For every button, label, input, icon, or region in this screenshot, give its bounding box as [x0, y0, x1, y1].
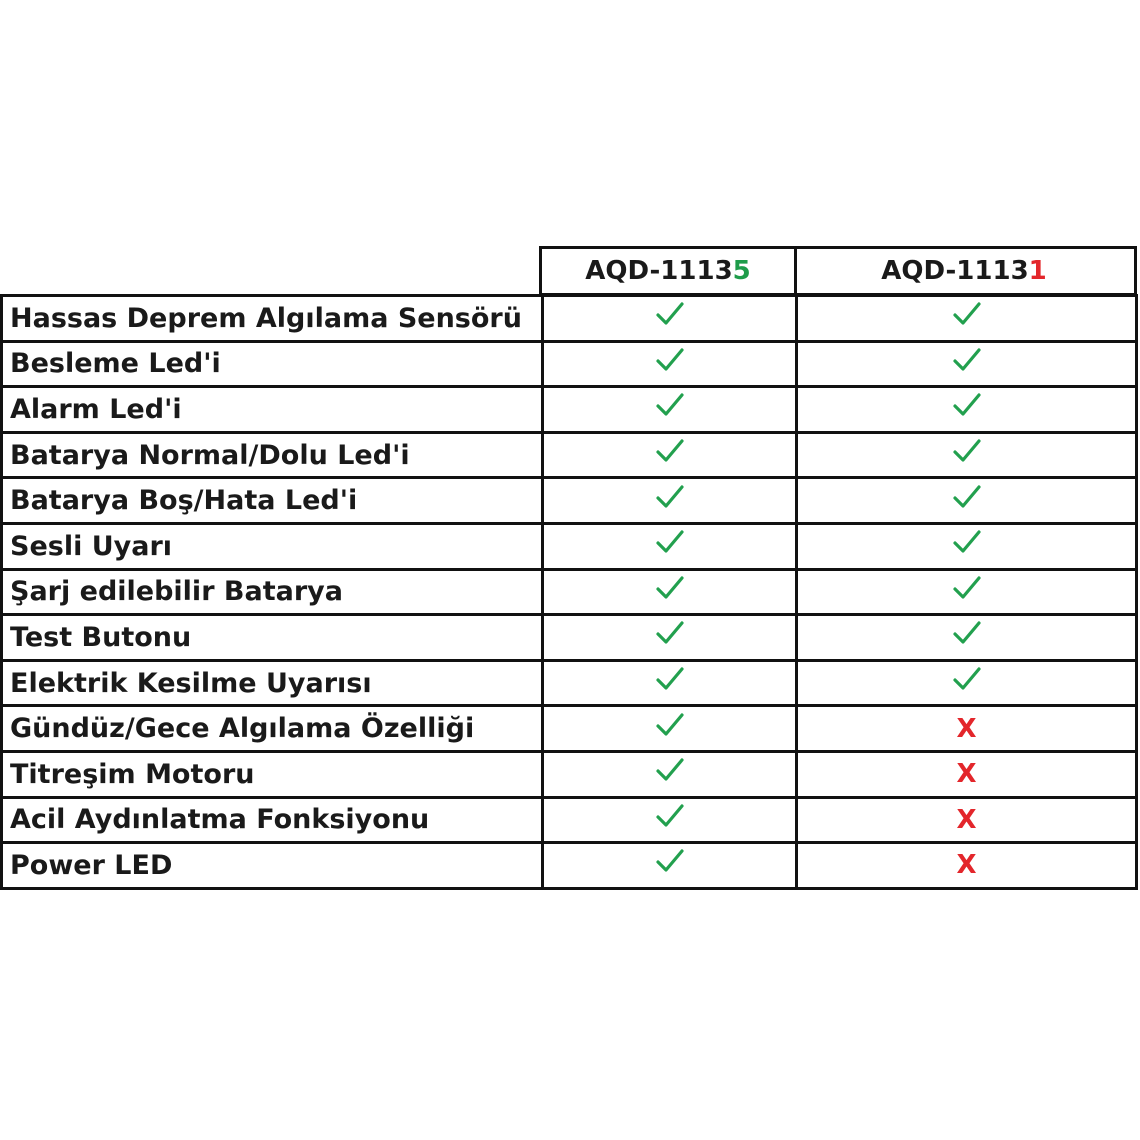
feature-label: Elektrik Kesilme Uyarısı: [3, 662, 544, 705]
checkmark-icon: [953, 529, 981, 555]
feature-mark-aqd-11135: [544, 753, 798, 796]
feature-mark-aqd-11131: [798, 662, 1135, 705]
checkmark-icon: [656, 848, 684, 874]
header-model-suffix: 1: [1028, 256, 1047, 286]
table-row: [3, 704, 1135, 750]
checkmark-icon: [656, 666, 684, 692]
feature-mark-aqd-11135: [544, 343, 798, 386]
feature-label: Batarya Normal/Dolu Led'i: [3, 434, 544, 477]
header-model-suffix: 5: [732, 256, 751, 286]
table-row: [3, 431, 1135, 477]
checkmark-icon: [953, 484, 981, 510]
header-model-prefix: AQD-1113: [585, 256, 733, 286]
feature-mark-aqd-11131: [798, 343, 1135, 386]
table-row: [3, 385, 1135, 431]
checkmark-icon: [953, 347, 981, 373]
feature-mark-aqd-11135: [544, 434, 798, 477]
feature-mark-aqd-11135: [544, 844, 798, 887]
feature-mark-aqd-11131: [798, 571, 1135, 614]
checkmark-icon: [656, 392, 684, 418]
feature-mark-aqd-11131: [798, 844, 1135, 887]
checkmark-icon: [656, 301, 684, 327]
feature-label: Gündüz/Gece Algılama Özelliği: [3, 707, 544, 750]
header-model-aqd-11131: [794, 246, 1137, 296]
checkmark-icon: [953, 575, 981, 601]
table-row: [3, 796, 1135, 842]
feature-label: Titreşim Motoru: [3, 753, 544, 796]
feature-mark-aqd-11135: [544, 297, 798, 340]
feature-mark-aqd-11135: [544, 799, 798, 842]
table-row: [3, 522, 1135, 568]
feature-label: Hassas Deprem Algılama Sensörü: [3, 297, 544, 340]
feature-mark-aqd-11131: [798, 297, 1135, 340]
table-row: [3, 476, 1135, 522]
feature-mark-aqd-11131: [798, 616, 1135, 659]
checkmark-icon: [953, 392, 981, 418]
feature-mark-aqd-11131: [798, 753, 1135, 796]
table-row: [3, 659, 1135, 705]
feature-mark-aqd-11131: [798, 707, 1135, 750]
header-model-aqd-11135: [539, 246, 797, 296]
feature-mark-aqd-11135: [544, 616, 798, 659]
feature-label: Sesli Uyarı: [3, 525, 544, 568]
feature-mark-aqd-11131: [798, 479, 1135, 522]
checkmark-icon: [656, 438, 684, 464]
checkmark-icon: [656, 712, 684, 738]
feature-mark-aqd-11135: [544, 707, 798, 750]
header-model-prefix: AQD-1113: [881, 256, 1029, 286]
checkmark-icon: [953, 301, 981, 327]
feature-label: Power LED: [3, 844, 544, 887]
table-row: [3, 841, 1135, 887]
feature-label: Test Butonu: [3, 616, 544, 659]
checkmark-icon: [656, 575, 684, 601]
table-row: [3, 340, 1135, 386]
feature-mark-aqd-11135: [544, 571, 798, 614]
table-row: [3, 613, 1135, 659]
table-header-row: [0, 246, 1140, 296]
cross-icon: X: [956, 804, 977, 835]
cross-icon: X: [956, 713, 977, 744]
feature-mark-aqd-11131: [798, 525, 1135, 568]
comparison-table: [0, 246, 1140, 881]
feature-mark-aqd-11131: [798, 388, 1135, 431]
feature-mark-aqd-11135: [544, 662, 798, 705]
cross-icon: X: [956, 759, 977, 790]
checkmark-icon: [953, 620, 981, 646]
checkmark-icon: [656, 620, 684, 646]
checkmark-icon: [656, 757, 684, 783]
feature-mark-aqd-11131: [798, 434, 1135, 477]
feature-mark-aqd-11135: [544, 388, 798, 431]
checkmark-icon: [656, 347, 684, 373]
feature-mark-aqd-11131: [798, 799, 1135, 842]
feature-label: Alarm Led'i: [3, 388, 544, 431]
feature-label: Batarya Boş/Hata Led'i: [3, 479, 544, 522]
table-row: [3, 568, 1135, 614]
table-row: [3, 294, 1135, 340]
feature-label: Şarj edilebilir Batarya: [3, 571, 544, 614]
cross-icon: X: [956, 850, 977, 881]
checkmark-icon: [656, 484, 684, 510]
feature-mark-aqd-11135: [544, 525, 798, 568]
checkmark-icon: [656, 803, 684, 829]
checkmark-icon: [656, 529, 684, 555]
table-body: [0, 294, 1138, 890]
feature-mark-aqd-11135: [544, 479, 798, 522]
feature-label: Acil Aydınlatma Fonksiyonu: [3, 799, 544, 842]
checkmark-icon: [953, 438, 981, 464]
feature-label: Besleme Led'i: [3, 343, 544, 386]
checkmark-icon: [953, 666, 981, 692]
table-row: [3, 750, 1135, 796]
